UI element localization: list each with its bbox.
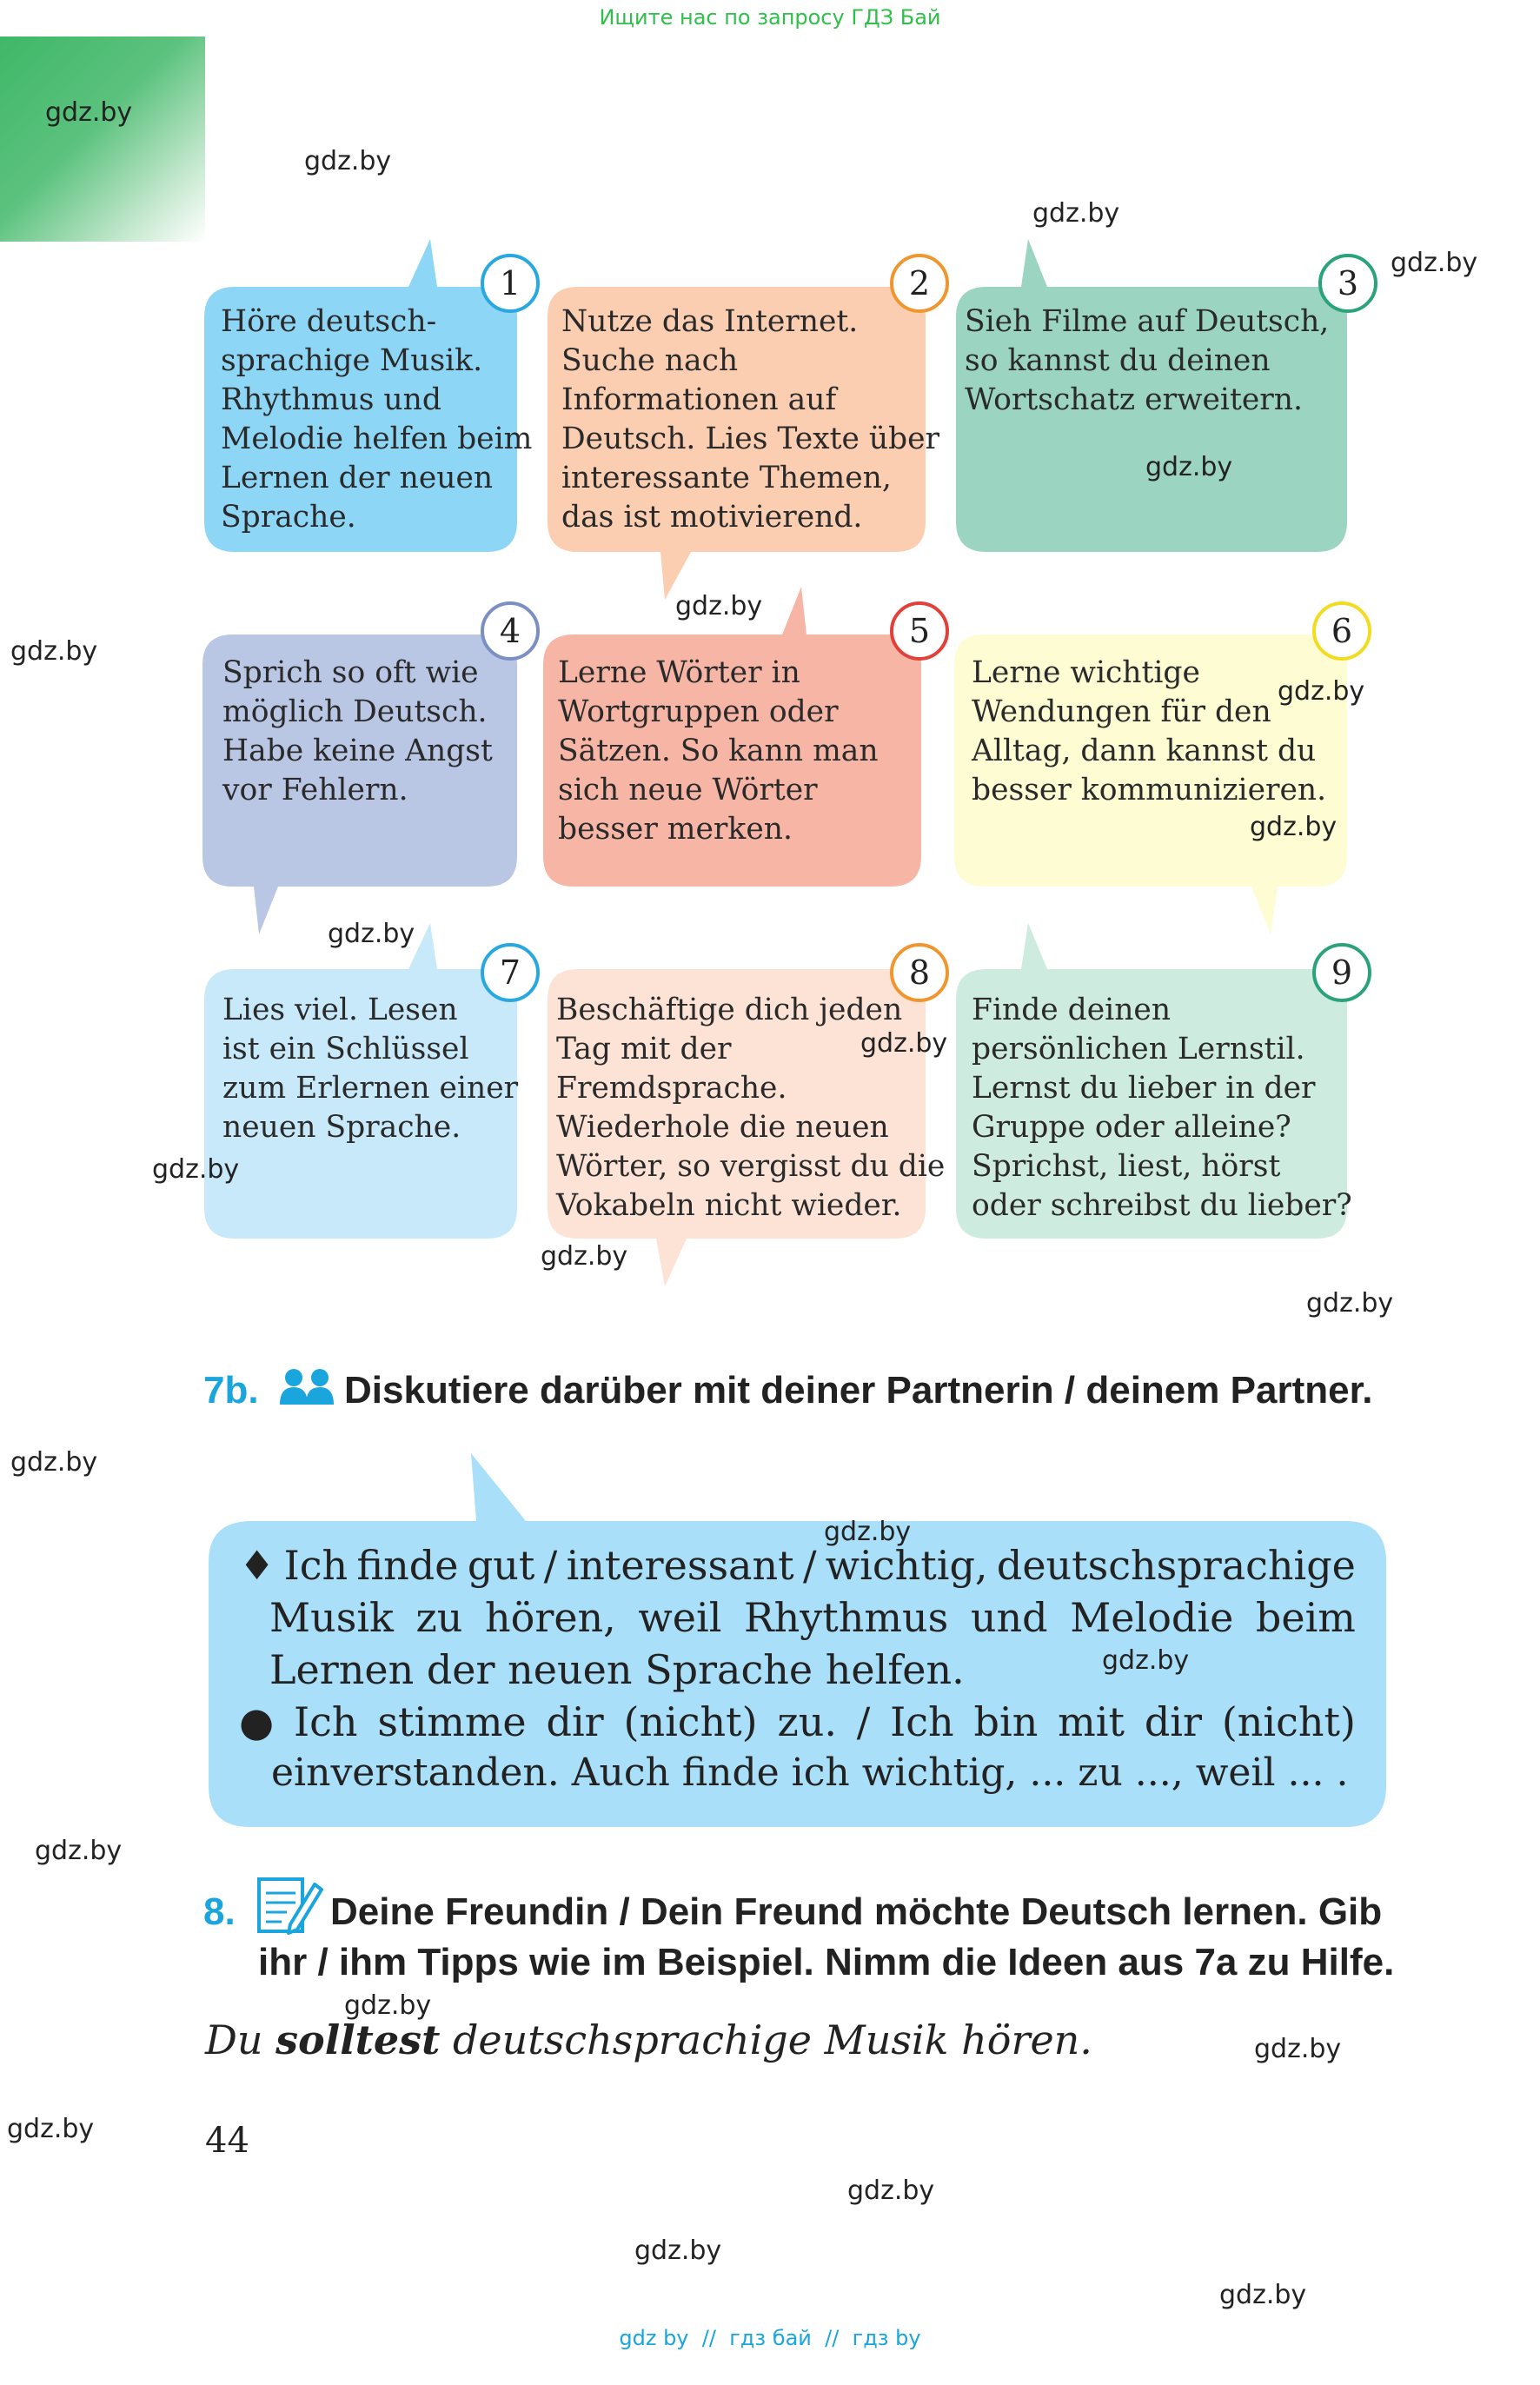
discussion-line-2: Musik zu hören, weil Rhythmus und Melodie beim [269,1594,1356,1641]
watermark: gdz.by [344,1990,432,2021]
tip-number-7: 7 [481,943,540,1002]
round-bullet-icon: ● [239,1698,275,1745]
watermark: gdz.by [10,636,98,667]
watermark: gdz.by [10,1447,98,1478]
writing-task-icon [256,1876,323,1937]
tip-text-5: Lerne Wörter in Wortgruppen oder Sätzen. So kann man sich neue Wörter besser merken. [558,655,879,847]
discussion-line-3: Lernen der neuen Sprache helfen. [269,1646,965,1693]
watermark: gdz.by [304,146,392,176]
watermark: gdz.by [1254,2034,1342,2064]
watermark: gdz.by [328,919,415,949]
task-7b-instruction: Diskutiere darüber mit deiner Partnerin / deinem Partner. [344,1369,1373,1412]
tip-number-5: 5 [890,601,949,661]
task-8-instruction-line-2: ihr / ihm Tipps wie im Beispiel. Nimm die Ideen aus 7a zu Hilfe. [258,1941,1395,1983]
example-sentence: Du solltest deutschsprachige Musik hören. [205,2016,1092,2063]
tip-number-2: 2 [890,254,949,313]
task-7b-number: 7b. [203,1369,259,1412]
tip-text-6: Lerne wichtige Wendungen für den Alltag, dann kannst du besser kommunizieren. [972,655,1327,807]
watermark: gdz.by [7,2114,95,2144]
top-banner[interactable]: Ищите нас по запросу ГДЗ Бай [599,5,941,30]
watermark: gdz.by [152,1154,240,1185]
discussion-line-5: einverstanden. Auch finde ich wichtig, ... zu ..., weil ... . [271,1751,1349,1795]
watermark: gdz.by [45,97,133,128]
page-number: 44 [205,2121,249,2161]
watermark: gdz.by [1032,198,1120,229]
watermark: gdz.by [860,1028,948,1059]
tip-number-1: 1 [481,254,540,313]
diamond-bullet-icon: ♦ [239,1542,275,1589]
tip-number-9: 9 [1312,943,1371,1002]
watermark: gdz.by [35,1836,123,1866]
watermark: gdz.by [541,1241,628,1272]
tip-number-6: 6 [1312,601,1371,661]
watermark: gdz.by [1278,676,1365,707]
tip-number-4: 4 [481,601,540,661]
watermark: gdz.by [1306,1288,1394,1319]
task-8-instruction-line-1: Deine Freundin / Dein Freund möchte Deutsch lernen. Gib [330,1890,1383,1933]
discussion-line-1: ♦ Ich finde gut / interessant / wichtig, deutschsprachige [239,1542,1356,1589]
tip-text-8: Beschäftige dich jeden Tag mit der Fremdsprache. Wiederhole die neuen Wörter, so vergisst du die Vokabeln nicht wieder. [556,993,946,1223]
tip-number-3: 3 [1318,254,1377,313]
watermark: gdz.by [1102,1645,1190,1676]
footer-links[interactable]: gdz by // гдз бай // гдз by [619,2326,921,2350]
example-modal-verb: solltest [275,2016,441,2063]
watermark: gdz.by [1219,2280,1307,2310]
tip-text-1: Höre deutsch- sprachige Musik. Rhythmus und Melodie helfen beim Lernen der neuen Sprache. [221,304,533,535]
discussion-line-4: ● Ich stimme dir (nicht) zu. / Ich bin mit dir (nicht) [239,1698,1356,1745]
tip-text-2: Nutze das Internet. Suche nach Informationen auf Deutsch. Lies Texte über interessante Themen, das ist motivierend. [561,304,940,535]
task-8-number: 8. [203,1890,236,1933]
watermark: gdz.by [824,1517,912,1547]
watermark: gdz.by [847,2176,935,2206]
watermark: gdz.by [634,2236,722,2266]
watermark: gdz.by [1145,452,1233,482]
watermark: gdz.by [1250,812,1338,842]
tip-text-4: Sprich so oft wie möglich Deutsch. Habe keine Angst vor Fehlern. [222,655,493,807]
tip-text-9: Finde deinen persönlichen Lernstil. Lernst du lieber in der Gruppe oder alleine? Sprichst, liest, hörst oder schreibst du lieber? [972,993,1352,1223]
pair-work-icon [278,1368,337,1406]
watermark: gdz.by [1391,248,1478,278]
tip-number-8: 8 [890,943,949,1002]
watermark: gdz.by [675,591,763,621]
tip-text-3: Sieh Filme auf Deutsch, so kannst du deinen Wortschatz erweitern. [965,304,1330,417]
tip-text-7: Lies viel. Lesen ist ein Schlüssel zum Erlernen einer neuen Sprache. [222,993,519,1145]
